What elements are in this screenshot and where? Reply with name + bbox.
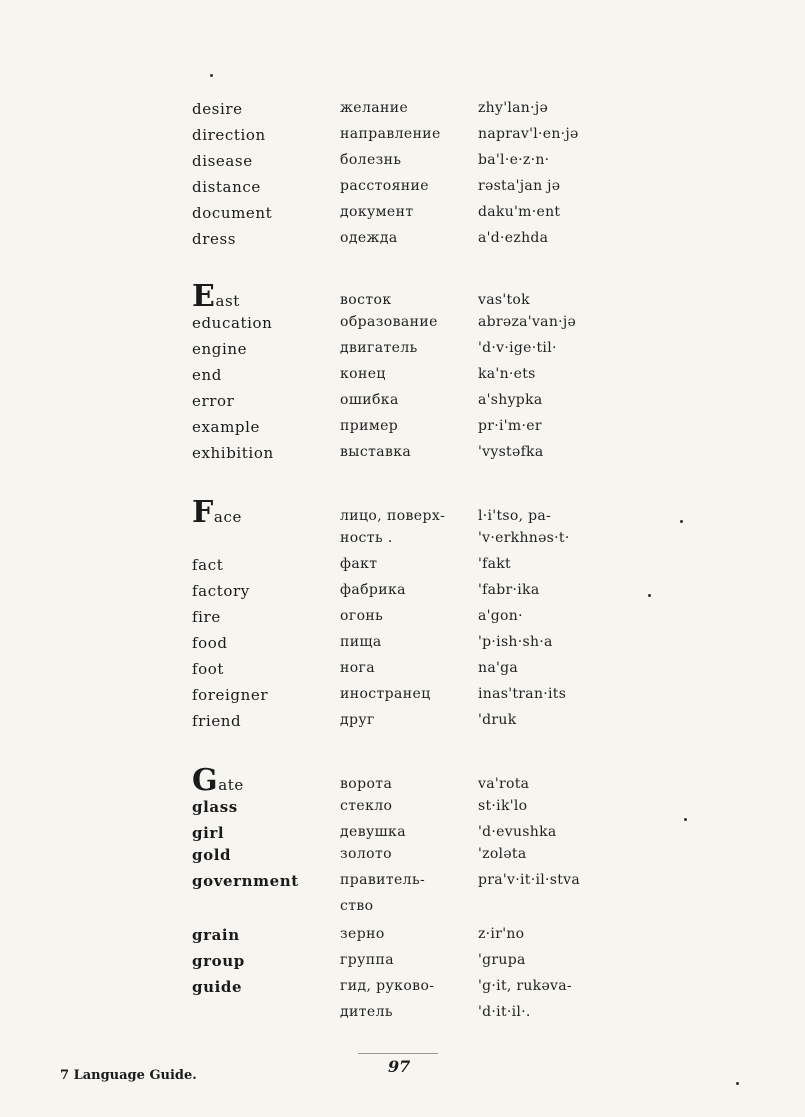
russian-word: направление [340,126,441,142]
transliteration-continued: 'd·it·il·. [478,1004,531,1020]
transliteration: 'grupa [478,952,526,968]
entry-row [0,230,805,256]
transliteration: 'fakt [478,556,511,572]
section-head-row [0,495,805,530]
section-f [0,495,805,738]
transliteration: 'vystəfka [478,444,544,460]
transliteration: abrəza'van·jə [478,314,577,330]
transliteration: inas'tran·its [478,686,567,702]
english-word: desire [192,100,243,118]
entry-row [0,366,805,392]
section-head-rest: ace [213,508,242,526]
russian-word: нога [340,660,376,676]
russian-word: правитель- [340,872,426,888]
entry-row [0,824,805,846]
entry-row [0,126,805,152]
entry-row [0,926,805,952]
section-d [0,100,805,256]
russian-word: группа [340,952,394,968]
russian-word: иностранец [340,686,431,702]
paper-speck [648,594,651,597]
entry-row [0,582,805,608]
transliteration: pr·i'm·er [478,418,542,434]
transliteration: 'fabr·ika [478,582,540,598]
entry-row [0,556,805,582]
transliteration: ba'l·e·z·n· [478,152,550,168]
entry-row [0,178,805,204]
russian-word: болезнь [340,152,402,168]
transliteration: ka'n·ets [478,366,536,382]
continuation-row [0,898,805,926]
transliteration: st·ik'lo [478,798,528,814]
transliteration: na'ga [478,660,519,676]
russian-word: стекло [340,798,393,814]
english-word: group [192,952,245,970]
russian-word: лицо, поверх- [340,508,446,524]
russian-word: гид, руково- [340,978,435,994]
section-initial: G [192,763,219,798]
section-e [0,279,805,470]
paper-speck [736,1082,739,1085]
entry-row [0,418,805,444]
entry-row [0,634,805,660]
english-word: dress [192,230,237,248]
english-word: fact [192,556,224,574]
transliteration: a'shypka [478,392,543,408]
russian-word: друг [340,712,375,728]
entry-row [0,952,805,978]
english-word: exhibition [192,444,274,462]
transliteration: daku'm·ent [478,204,561,220]
russian-word: фабрика [340,582,406,598]
entry-row [0,978,805,1004]
russian-word: конец [340,366,386,382]
english-word: error [192,392,235,410]
continuation-row [0,530,805,556]
page-number: 97 [388,1057,411,1076]
section-head-word [192,495,242,530]
english-word: end [192,366,222,384]
entry-row [0,686,805,712]
russian-word: золото [340,846,392,862]
russian-word: расстояние [340,178,429,194]
section-g [0,763,805,1030]
english-word: distance [192,178,261,196]
section-initial: F [192,495,214,530]
signature-mark: 7 Language Guide. [60,1068,197,1083]
russian-word: огонь [340,608,384,624]
english-word: foot [192,660,225,678]
transliteration: 'p·ish·sh·a [478,634,553,650]
russian-word: выставка [340,444,412,460]
english-word: grain [192,926,240,944]
english-word: gold [192,846,232,864]
russian-word: пища [340,634,382,650]
entry-row [0,314,805,340]
entry-row [0,204,805,230]
russian-word: восток [340,292,392,308]
english-word: disease [192,152,253,170]
entry-row [0,340,805,366]
continuation-row [0,1004,805,1030]
section-head-word [192,763,244,798]
transliteration: va'rota [478,776,530,792]
english-word: glass [192,798,238,816]
transliteration: a'gon· [478,608,523,624]
transliteration: 'druk [478,712,517,728]
russian-word: одежда [340,230,398,246]
entry-row [0,100,805,126]
transliteration: zhy'lan·jə [478,100,549,116]
english-word: education [192,314,273,332]
transliteration: 'd·evushka [478,824,557,840]
entry-row [0,846,805,872]
section-head-rest: ast [215,292,240,310]
section-head-row [0,763,805,798]
english-word: direction [192,126,266,144]
transliteration: 'zoləta [478,846,527,862]
page-number-rule [358,1053,438,1054]
entry-row [0,444,805,470]
transliteration: naprav'l·en·jə [478,126,579,142]
transliteration: 'd·v·ige·til· [478,340,557,356]
transliteration: vas'tok [478,292,530,308]
russian-word: ошибка [340,392,399,408]
english-word: foreigner [192,686,269,704]
english-word: factory [192,582,250,600]
section-head-rest: ate [218,776,244,794]
russian-word: зерно [340,926,385,942]
russian-word: желание [340,100,409,116]
russian-word: документ [340,204,414,220]
russian-word: ворота [340,776,393,792]
entry-row [0,608,805,634]
section-initial: E [192,279,216,314]
english-word: document [192,204,273,222]
paper-speck [210,74,213,77]
english-word: friend [192,712,242,730]
russian-word: девушка [340,824,406,840]
russian-word-continued: ность . [340,530,393,546]
section-head-row [0,279,805,314]
english-word: government [192,872,299,890]
transliteration: z·ir'no [478,926,525,942]
english-word: guide [192,978,243,996]
entry-row [0,872,805,898]
entry-row [0,660,805,686]
transliteration: rəsta'jan jə [478,178,561,194]
entry-row [0,152,805,178]
english-word: example [192,418,260,436]
transliteration-continued: 'v·erkhnəs·t· [478,530,570,546]
russian-word: образование [340,314,438,330]
russian-word: двигатель [340,340,418,356]
english-word: engine [192,340,248,358]
russian-word-continued: дитель [340,1004,393,1020]
russian-word: факт [340,556,378,572]
paper-speck [680,520,683,523]
russian-word-continued: ство [340,898,374,914]
section-head-word [192,279,240,314]
entry-row [0,712,805,738]
transliteration: a'd·ezhda [478,230,549,246]
transliteration: 'g·it, rukəva- [478,978,572,994]
entry-row [0,392,805,418]
english-word: food [192,634,228,652]
paper-speck [684,818,687,821]
transliteration: pra'v·it·il·stva [478,872,581,888]
english-word: girl [192,824,225,842]
english-word: fire [192,608,221,626]
transliteration: l·i'tso, pa- [478,508,552,524]
russian-word: пример [340,418,399,434]
